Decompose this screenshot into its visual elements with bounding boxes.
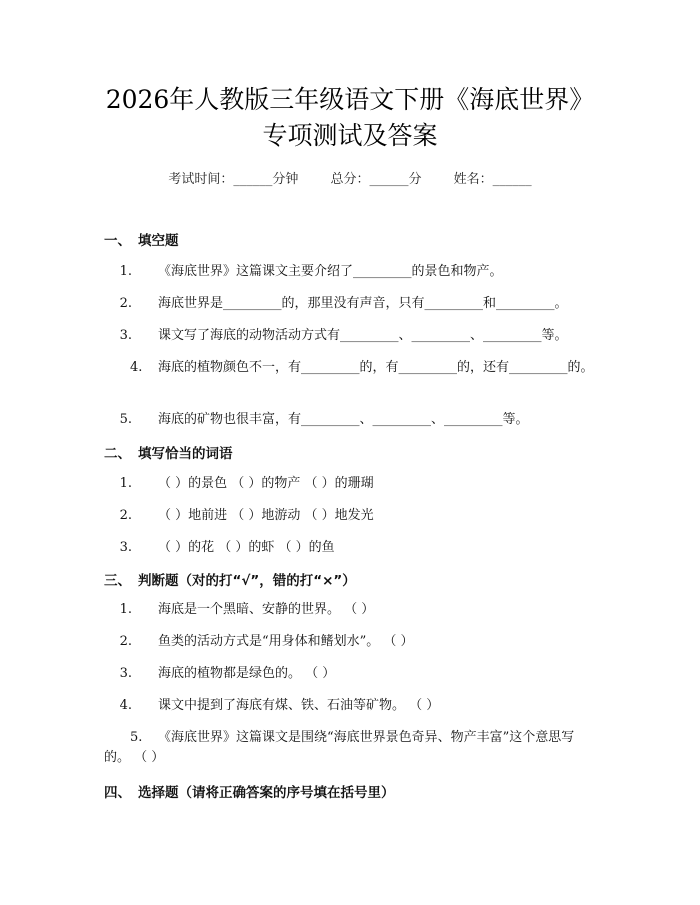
document-title-line2: 专项测试及答案: [262, 121, 438, 150]
question-item: 4. 课文中提到了海底有煤、铁、石油等矿物。 （ ）: [119, 698, 440, 713]
section-heading: 三、 判断题（对的打“√”，错的打“×”）: [104, 573, 356, 589]
exam-time: 考试时间：______分钟: [168, 172, 299, 187]
question-item: 2. 海底世界是_________的，那里没有声音，只有_________和_________。: [119, 296, 568, 311]
exam-meta: [0, 168, 700, 187]
section-heading: 二、 填写恰当的词语: [104, 446, 233, 462]
question-item: 3. （ ）的花 （ ）的虾 （ ）的鱼: [119, 540, 335, 555]
section-heading: 四、 选择题（请将正确答案的序号填在括号里）: [104, 785, 395, 801]
question-item: 4. 海底的植物颜色不一，有_________的，有_________的，还有_________的。: [130, 360, 594, 375]
question-item: 3. 海底的植物都是绿色的。 （ ）: [119, 666, 336, 681]
question-item: 1. 《海底世界》这篇课文主要介绍了_________的景色和物产。: [119, 264, 503, 279]
question-item: 1. （ ）的景色 （ ）的物产 （ ）的珊瑚: [119, 476, 374, 491]
question-item: 5. 《海底世界》这篇课文是围绕“海底世界景色奇异、物产丰富”这个意思写的。 （ ）: [104, 730, 575, 765]
question-item: 2. （ ）地前进 （ ）地游动 （ ）地发光: [119, 508, 374, 523]
exam-score: 总分：______分: [330, 172, 422, 187]
document-title-line1: 2026年人教版三年级语文下册《海底世界》: [105, 85, 595, 114]
question-item: 2. 鱼类的活动方式是“用身体和鳍划水”。 （ ）: [119, 634, 414, 649]
question-item: 1. 海底是一个黑暗、安静的世界。 （ ）: [119, 602, 375, 617]
question-item: 5. 海底的矿物也很丰富，有_________、_________、_________等。: [119, 412, 529, 427]
section-heading: 一、 填空题: [104, 233, 179, 249]
student-name: 姓名：______: [453, 172, 532, 187]
question-item: 3. 课文写了海底的动物活动方式有_________、_________、_________等。: [119, 328, 568, 343]
